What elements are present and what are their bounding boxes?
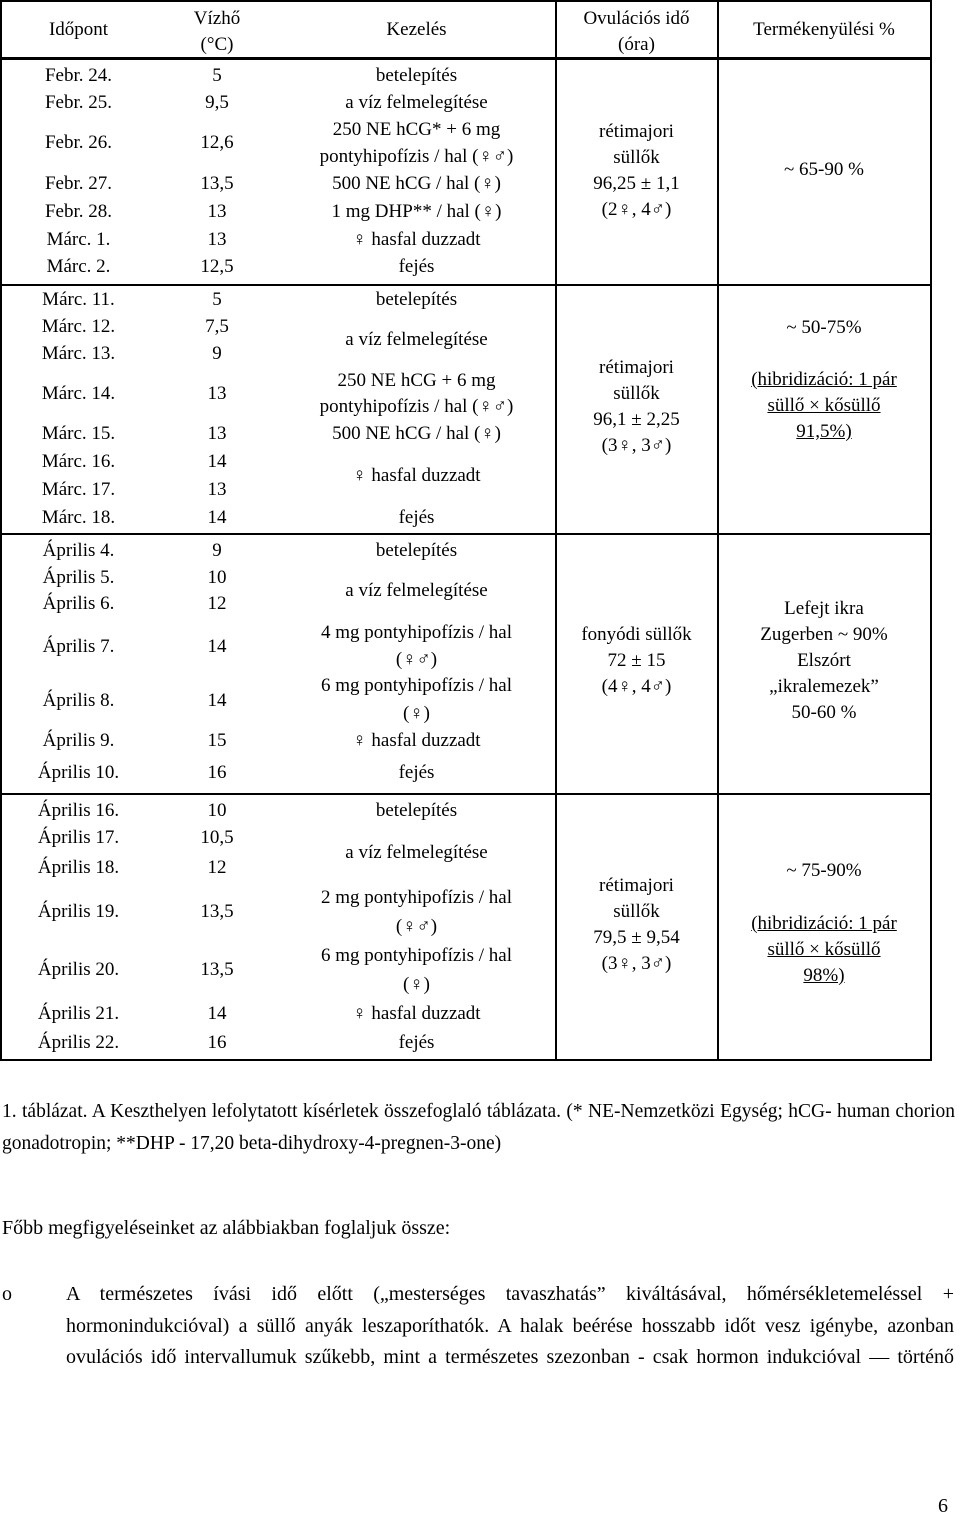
date-cell: Április 5. [42, 567, 115, 588]
treatment-cell: 500 NE hCG / hal (♀) [332, 173, 501, 194]
date-cell: Márc. 15. [41, 423, 116, 444]
treatment-cell: a víz felmelegítése [345, 329, 488, 350]
temperature-cell: 12,5 [200, 256, 234, 277]
temperature-cell: 5 [212, 289, 222, 310]
fertility-note: 98%) [803, 965, 845, 986]
treatment-cell: ♀ hasfal duzzadt [352, 229, 481, 250]
treatment-cell: pontyhipofízis / hal (♀♂) [319, 396, 514, 417]
temperature-cell: 9 [212, 540, 222, 561]
ovulation-cell: fonyódi süllők 72 ± 15 (4♀, 4♂) [581, 624, 692, 697]
summary-lead: Főbb megfigyeléseinket az alábbiakban foglaljuk össze: [2, 1217, 451, 1239]
treatment-cell: betelepítés [375, 800, 458, 821]
bullet-marker: o [2, 1283, 12, 1305]
date-cell: Márc. 14. [41, 383, 116, 404]
date-cell: Febr. 27. [44, 173, 113, 194]
treatment-cell: (♀♂) [395, 916, 438, 937]
date-cell: Április 21. [37, 1003, 120, 1024]
temperature-cell: 13 [207, 383, 227, 404]
temperature-cell: 12,6 [200, 132, 234, 153]
header-time: Időpont [48, 19, 109, 40]
date-cell: Márc. 13. [41, 343, 116, 364]
treatment-cell: a víz felmelegítése [345, 92, 488, 113]
fertility-note: (hibridizáció: 1 pár [751, 913, 897, 934]
temperature-cell: 14 [207, 507, 227, 528]
date-cell: Április 22. [37, 1032, 120, 1053]
treatment-cell: betelepítés [375, 540, 458, 561]
bullet-paragraph: A természetes ívási idő előtt („mesterséges tavaszhatás” kiváltásával, hőmérsékletemeléssel + hormonindukcióval) a süllő anyák leszaporíthatók. A halak beérése hosszabb időt vesz igénybe, azonban ovulációs idő intervallumuk szűkebb, mint a természetes szezonban - csak hormon indukcióval — történő [66, 1283, 954, 1368]
temperature-cell: 13 [207, 423, 227, 444]
treatment-cell: 1 mg DHP** / hal (♀) [331, 201, 502, 222]
temperature-cell: 13 [207, 201, 227, 222]
treatment-cell: a víz felmelegítése [345, 580, 488, 601]
date-cell: Márc. 2. [46, 256, 111, 277]
fertility-note: (hibridizáció: 1 pár [751, 369, 897, 390]
treatment-cell: 4 mg pontyhipofízis / hal [320, 622, 513, 643]
treatment-cell: 250 NE hCG* + 6 mg [332, 119, 501, 140]
ovulation-cell: rétimajori süllők 79,5 ± 9,54 (3♀, 3♂) [593, 875, 680, 974]
date-cell: Április 7. [42, 636, 115, 657]
fertility-cell: ~ 75-90% [786, 860, 862, 881]
treatment-cell: (♀) [403, 703, 430, 724]
header-temperature: Vízhő (°C) [193, 8, 241, 55]
temperature-cell: 10,5 [200, 827, 234, 848]
temperature-cell: 16 [207, 762, 227, 783]
treatment-cell: a víz felmelegítése [345, 842, 488, 863]
temperature-cell: 9,5 [205, 92, 229, 113]
date-cell: Április 18. [37, 857, 120, 878]
treatment-cell: pontyhipofízis / hal (♀♂) [319, 146, 514, 167]
temperature-cell: 10 [207, 800, 227, 821]
temperature-cell: 13,5 [200, 173, 234, 194]
date-cell: Febr. 26. [44, 132, 113, 153]
treatment-cell: 500 NE hCG / hal (♀) [332, 423, 501, 444]
date-cell: Április 9. [42, 730, 115, 751]
fertility-cell: ~ 65-90 % [784, 159, 864, 180]
treatment-cell: ♀ hasfal duzzadt [352, 465, 481, 486]
treatment-cell: ♀ hasfal duzzadt [352, 730, 481, 751]
date-cell: Április 8. [42, 690, 115, 711]
treatment-cell: 2 mg pontyhipofízis / hal [320, 887, 513, 908]
treatment-cell: fejés [398, 256, 435, 277]
treatment-cell: 6 mg pontyhipofízis / hal [320, 675, 513, 696]
date-cell: Márc. 11. [42, 289, 115, 310]
temperature-cell: 16 [207, 1032, 227, 1053]
date-cell: Április 10. [37, 762, 120, 783]
ovulation-cell: rétimajori süllők 96,1 ± 2,25 (3♀, 3♂) [593, 357, 680, 456]
temperature-cell: 14 [207, 1003, 227, 1024]
temperature-cell: 12 [207, 593, 227, 614]
temperature-cell: 13 [207, 229, 227, 250]
treatment-cell: betelepítés [375, 65, 458, 86]
temperature-cell: 14 [207, 636, 227, 657]
treatment-cell: fejés [398, 762, 435, 783]
date-cell: Április 4. [42, 540, 115, 561]
date-cell: Márc. 18. [41, 507, 116, 528]
date-cell: Márc. 1. [46, 229, 111, 250]
page-number: 6 [938, 1495, 948, 1517]
fertility-cell: ~ 50-75% [786, 317, 862, 338]
date-cell: Márc. 16. [41, 451, 116, 472]
fertility-cell: Lefejt ikra Zugerben ~ 90% Elszórt „ikralemezek” 50-60 % [760, 598, 888, 723]
header-treatment: Kezelés [386, 19, 447, 40]
temperature-cell: 12 [207, 857, 227, 878]
temperature-cell: 10 [207, 567, 227, 588]
treatment-cell: 250 NE hCG + 6 mg [337, 370, 496, 391]
temperature-cell: 13,5 [200, 901, 234, 922]
date-cell: Febr. 28. [44, 201, 113, 222]
temperature-cell: 14 [207, 451, 227, 472]
temperature-cell: 14 [207, 690, 227, 711]
treatment-cell: betelepítés [375, 289, 458, 310]
date-cell: Április 16. [37, 800, 120, 821]
date-cell: Febr. 25. [44, 92, 113, 113]
treatment-cell: fejés [398, 1032, 435, 1053]
temperature-cell: 13,5 [200, 959, 234, 980]
temperature-cell: 13 [207, 479, 227, 500]
date-cell: Április 20. [37, 959, 120, 980]
fertility-note: süllő × kősüllő [767, 939, 881, 960]
temperature-cell: 5 [212, 65, 222, 86]
treatment-cell: (♀♂) [395, 649, 438, 670]
header-ovulation: Ovulációs idő (óra) [583, 8, 690, 55]
header-fertility: Termékenyülési % [753, 19, 895, 40]
temperature-cell: 15 [207, 730, 227, 751]
temperature-cell: 7,5 [205, 316, 229, 337]
fertility-note: 91,5%) [796, 421, 852, 442]
date-cell: Febr. 24. [44, 65, 113, 86]
temperature-cell: 9 [212, 343, 222, 364]
ovulation-cell: rétimajori süllők 96,25 ± 1,1 (2♀, 4♂) [593, 121, 680, 220]
date-cell: Április 19. [37, 901, 120, 922]
treatment-cell: fejés [398, 507, 435, 528]
date-cell: Április 17. [37, 827, 120, 848]
date-cell: Márc. 12. [41, 316, 116, 337]
fertility-note: süllő × kősüllő [767, 395, 881, 416]
date-cell: Április 6. [42, 593, 115, 614]
date-cell: Márc. 17. [41, 479, 116, 500]
treatment-cell: (♀) [403, 974, 430, 995]
treatment-cell: ♀ hasfal duzzadt [352, 1003, 481, 1024]
table-caption: 1. táblázat. A Keszthelyen lefolytatott kísérletek összefoglaló táblázata. (* NE-Nemzetközi Egység; hCG- human chorion gonadotropin; **DHP - 17,20 beta-dihydroxy-4-pregnen-3-one) [2, 1101, 955, 1154]
treatment-cell: 6 mg pontyhipofízis / hal [320, 945, 513, 966]
